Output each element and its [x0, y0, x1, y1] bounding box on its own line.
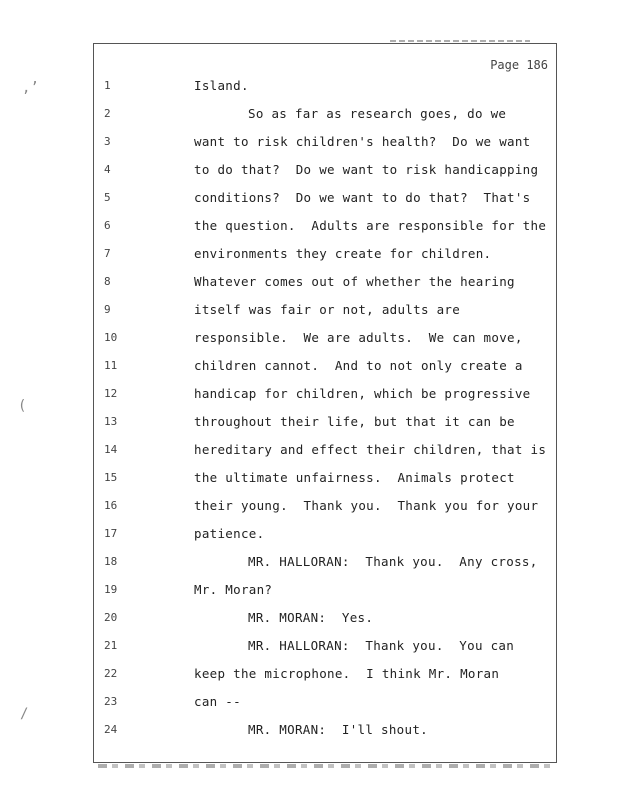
line-number: 14 [104, 443, 118, 456]
scan-speck: / [20, 706, 29, 722]
transcript-line: the question. Adults are responsible for the [194, 218, 547, 233]
line-number: 15 [104, 471, 118, 484]
transcript-line: patience. [194, 526, 265, 541]
line-number: 22 [104, 667, 118, 680]
line-number: 23 [104, 695, 118, 708]
transcript-line: MR. MORAN: I'll shout. [248, 722, 428, 737]
transcript-line: throughout their life, but that it can be [194, 414, 515, 429]
line-number: 4 [104, 163, 111, 176]
scan-artifact-top [390, 40, 530, 42]
line-number: 5 [104, 191, 111, 204]
line-number: 11 [104, 359, 118, 372]
transcript-line: itself was fair or not, adults are [194, 302, 461, 317]
transcript-line: conditions? Do we want to do that? That's [194, 190, 531, 205]
transcript-line: MR. HALLORAN: Thank you. Any cross, [248, 554, 538, 569]
line-number: 3 [104, 135, 111, 148]
transcript-line: Mr. Moran? [194, 582, 273, 597]
transcript-line: can -- [194, 694, 241, 709]
transcript-line: keep the microphone. I think Mr. Moran [194, 666, 500, 681]
transcript-line: So as far as research goes, do we [248, 106, 507, 121]
line-number: 7 [104, 247, 111, 260]
transcript-line: want to risk children's health? Do we want [194, 134, 531, 149]
transcript-line: Island. [194, 78, 249, 93]
transcript-line: to do that? Do we want to risk handicapping [194, 162, 539, 177]
transcript-line: handicap for children, which be progressive [194, 386, 531, 401]
transcript-line: environments they create for children. [194, 246, 492, 261]
page-number: Page 186 [490, 58, 548, 72]
line-number: 13 [104, 415, 118, 428]
line-number: 8 [104, 275, 111, 288]
transcript-line: Whatever comes out of whether the hearing [194, 274, 515, 289]
line-number: 19 [104, 583, 118, 596]
transcript-page [93, 43, 557, 763]
line-number: 21 [104, 639, 118, 652]
scan-artifact-bottom [98, 764, 552, 768]
line-number: 18 [104, 555, 118, 568]
line-number: 1 [104, 79, 111, 92]
line-number: 12 [104, 387, 118, 400]
transcript-line: hereditary and effect their children, that is [194, 442, 547, 457]
line-number: 9 [104, 303, 111, 316]
transcript-line: their young. Thank you. Thank you for your [194, 498, 539, 513]
transcript-line: children cannot. And to not only create a [194, 358, 523, 373]
line-number: 24 [104, 723, 118, 736]
scan-speck: ( [18, 398, 27, 414]
transcript-line: the ultimate unfairness. Animals protect [194, 470, 515, 485]
line-number: 6 [104, 219, 111, 232]
line-number: 17 [104, 527, 118, 540]
line-number: 16 [104, 499, 118, 512]
transcript-line: MR. MORAN: Yes. [248, 610, 374, 625]
transcript-line: responsible. We are adults. We can move, [194, 330, 523, 345]
scan-speck: ,’ [22, 80, 39, 96]
line-number: 20 [104, 611, 118, 624]
transcript-line: MR. HALLORAN: Thank you. You can [248, 638, 515, 653]
line-number: 2 [104, 107, 111, 120]
line-number: 10 [104, 331, 118, 344]
